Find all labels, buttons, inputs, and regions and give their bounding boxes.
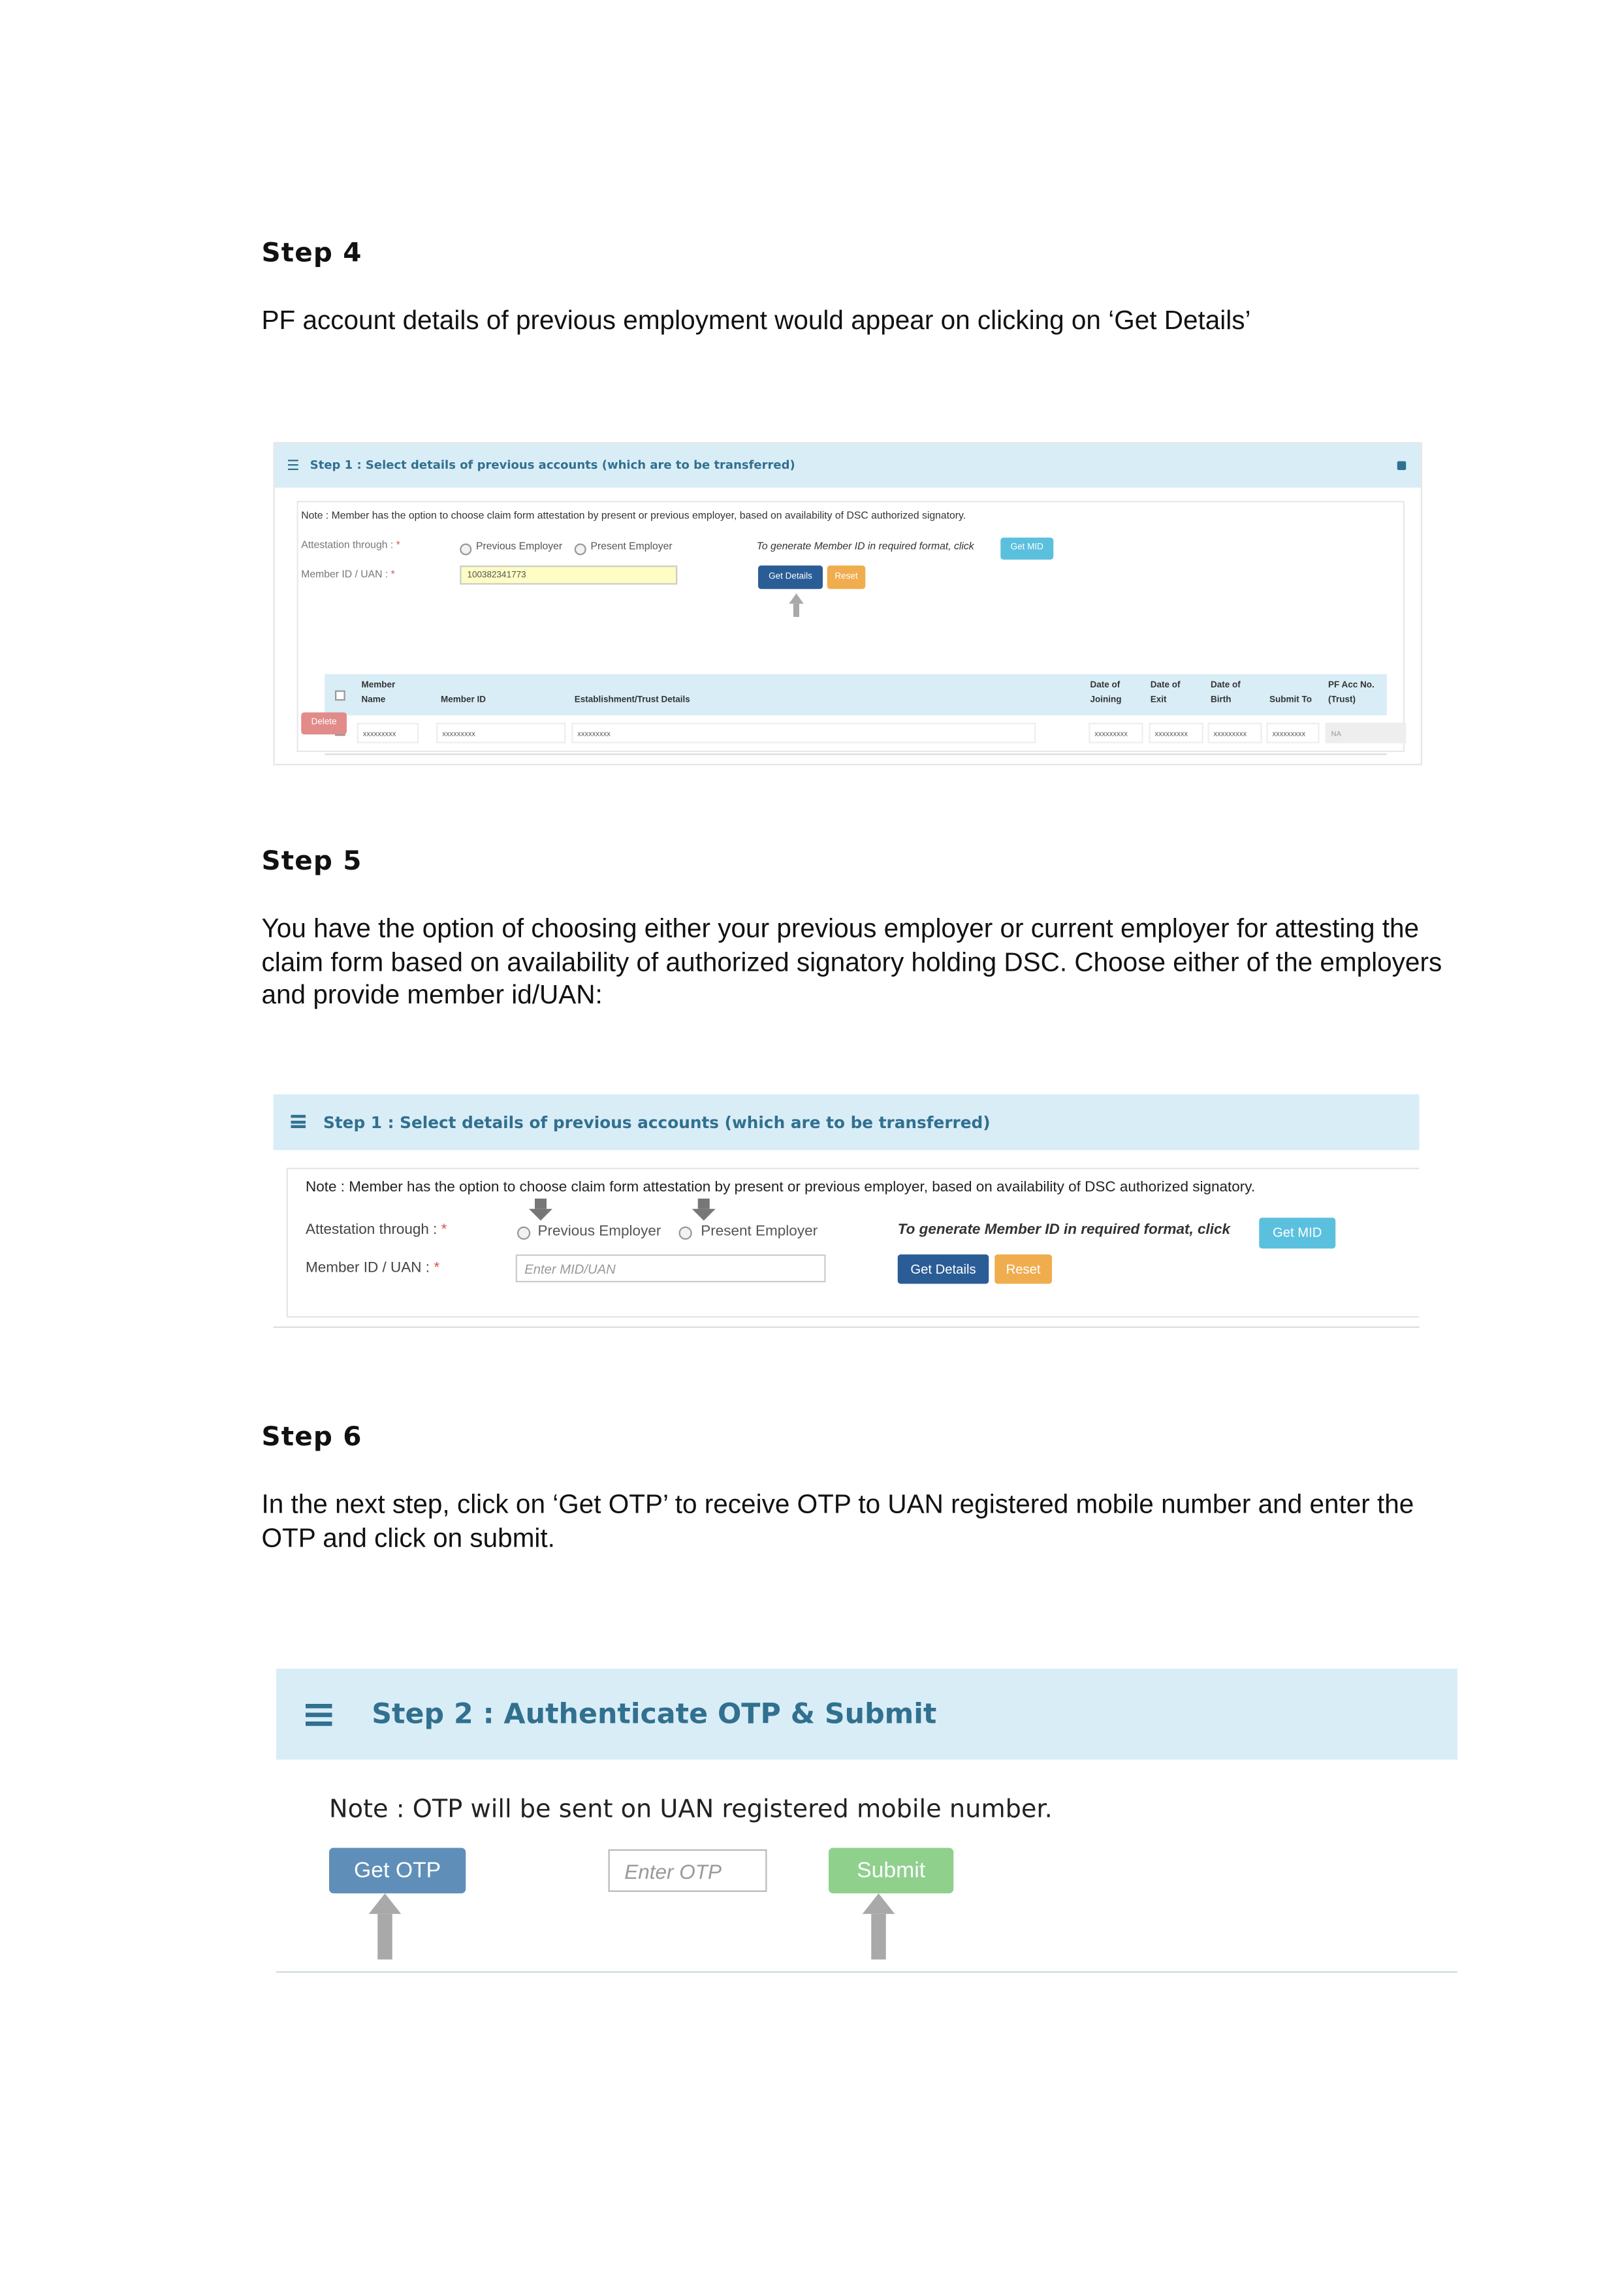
arrow-up-icon	[789, 593, 804, 617]
panel-divider	[276, 1972, 1457, 1973]
cell-date-of-joining: xxxxxxxxx	[1089, 723, 1143, 744]
col-submit-to: Submit To	[1269, 696, 1312, 705]
otp-input[interactable]: Enter OTP	[609, 1849, 767, 1892]
radio-present-label: Present Employer	[590, 542, 673, 552]
panel-header	[276, 1669, 1457, 1760]
member-id-input[interactable]: 100382341773	[460, 565, 677, 584]
panel-title: Step 1 : Select details of previous accounts (which are to be transferred)	[310, 458, 795, 472]
panel-body	[287, 1168, 1420, 1318]
col-pf-acc-no: PF Acc No. (Trust)	[1328, 682, 1375, 705]
arrow-up-icon	[369, 1893, 402, 1959]
attestation-label: Attestation through : *	[306, 1222, 447, 1238]
panel-header	[275, 444, 1421, 488]
col-member-name: Member Name	[361, 682, 396, 705]
col-member-id: Member ID	[441, 696, 486, 705]
generate-mid-text: To generate Member ID in required format, click	[756, 542, 974, 552]
generate-mid-text: To generate Member ID in required format, click	[897, 1222, 1231, 1238]
col-date-of-birth: Date of Birth	[1211, 682, 1241, 705]
cell-member-name: xxxxxxxxx	[357, 723, 419, 744]
radio-present-employer[interactable]	[575, 544, 586, 556]
previous-accounts-panel-full	[274, 442, 1423, 765]
reset-button[interactable]: Reset	[827, 565, 866, 589]
cell-member-id: xxxxxxxxx	[436, 723, 565, 744]
member-id-label: Member ID / UAN : *	[301, 570, 395, 580]
get-details-button[interactable]: Get Details	[758, 565, 823, 589]
radio-present-label: Present Employer	[701, 1223, 818, 1240]
arrow-up-icon	[863, 1893, 895, 1959]
cell-pf-acc-no: NA	[1326, 723, 1407, 744]
radio-previous-label: Previous Employer	[476, 542, 563, 552]
col-establishment: Establishment/Trust Details	[574, 696, 690, 705]
col-date-of-exit: Date of Exit	[1150, 682, 1181, 705]
cell-date-of-exit: xxxxxxxxx	[1149, 723, 1203, 744]
panel-title: Step 2 : Authenticate OTP & Submit	[372, 1698, 937, 1731]
previous-accounts-panel	[274, 1094, 1420, 1328]
step-5-text: You have the option of choosing either your previous employer or current employer for attesting the claim form based on availability of authorized signatory holding DSC. Choose either of the employers and provide member id/UAN:	[261, 913, 1442, 1009]
attestation-label: Attestation through : *	[301, 541, 400, 551]
note-text: Note : Member has the option to choose claim form attestation by present or previous employer, based on availability of DSC authorized signatory.	[301, 511, 966, 522]
radio-previous-employer[interactable]	[460, 544, 471, 556]
radio-previous-employer[interactable]	[517, 1227, 530, 1240]
panel-body	[297, 501, 1405, 752]
step-6-text: In the next step, click on ‘Get OTP’ to receive OTP to UAN registered mobile number and enter the OTP and click on submit.	[261, 1489, 1414, 1552]
accounts-table-header	[325, 674, 1387, 716]
menu-icon[interactable]	[288, 460, 298, 470]
step-6-heading: Step 6	[261, 1422, 362, 1453]
radio-present-employer[interactable]	[679, 1227, 692, 1240]
submit-button[interactable]: Submit	[829, 1848, 953, 1894]
panel-header	[274, 1094, 1420, 1150]
radio-previous-label: Previous Employer	[537, 1223, 661, 1240]
otp-note: Note : OTP will be sent on UAN registered mobile number.	[329, 1795, 1053, 1825]
cell-date-of-birth: xxxxxxxxx	[1208, 723, 1262, 744]
delete-button[interactable]: Delete	[301, 712, 347, 734]
step-4-text: PF account details of previous employment would appear on clicking on ‘Get Details’	[261, 306, 1251, 335]
step-5-heading: Step 5	[261, 846, 362, 877]
get-mid-button[interactable]: Get MID	[1259, 1218, 1335, 1248]
select-all-checkbox[interactable]	[335, 691, 345, 701]
collapse-icon[interactable]	[1397, 462, 1407, 471]
menu-icon[interactable]	[291, 1115, 306, 1128]
cell-establishment: xxxxxxxxx	[571, 723, 1036, 744]
panel-title: Step 1 : Select details of previous accounts (which are to be transferred)	[323, 1113, 991, 1133]
table-row	[325, 716, 1387, 755]
arrow-down-icon	[529, 1199, 552, 1221]
get-details-button[interactable]: Get Details	[898, 1255, 989, 1284]
authenticate-otp-panel	[276, 1669, 1457, 1977]
get-otp-button[interactable]: Get OTP	[329, 1848, 466, 1894]
member-id-input[interactable]: Enter MID/UAN	[516, 1255, 826, 1283]
arrow-down-icon	[692, 1199, 716, 1221]
cell-submit-to: xxxxxxxxx	[1267, 723, 1320, 744]
col-date-of-joining: Date of Joining	[1090, 682, 1122, 705]
menu-icon[interactable]	[306, 1704, 332, 1726]
step-4-heading: Step 4	[261, 238, 362, 269]
member-id-label: Member ID / UAN : *	[306, 1260, 440, 1277]
reset-button[interactable]: Reset	[994, 1255, 1052, 1284]
get-mid-button[interactable]: Get MID	[1000, 538, 1053, 560]
note-text: Note : Member has the option to choose claim form attestation by present or previous employer, based on availability of DSC authorized signatory.	[306, 1179, 1256, 1196]
